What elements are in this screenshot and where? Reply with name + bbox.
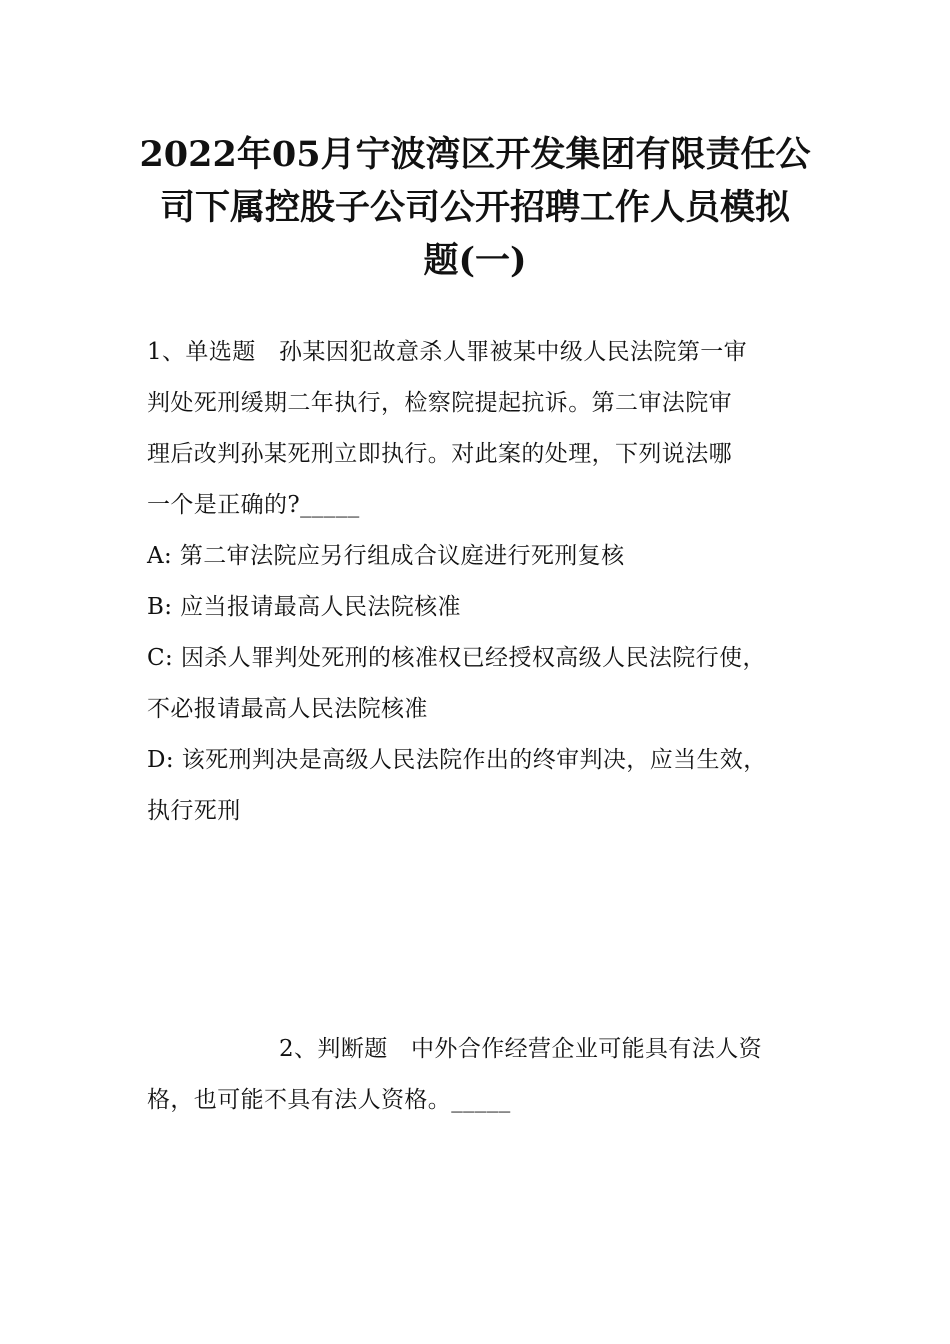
question-2-text-line: 2、判断题 中外合作经营企业可能具有法人资: [279, 1036, 763, 1062]
question-1-text-line: 理后改判孙某死刑立即执行。对此案的处理，下列说法哪: [147, 441, 732, 467]
question-2-text-line: 格，也可能不具有法人资格。_____: [147, 1087, 511, 1113]
option-d-continued: 执行死刑: [147, 798, 241, 824]
option-a: A: 第二审法院应另行组成合议庭进行死刑复核: [147, 543, 625, 569]
question-1-text-line: 判处死刑缓期二年执行，检察院提起抗诉。第二审法院审: [147, 390, 732, 416]
document-title: [120, 128, 830, 287]
title-line-2: 司下属控股子公司公开招聘工作人员模拟: [159, 187, 790, 228]
title-line-1: 2022年05月宁波湾区开发集团有限责任公: [139, 134, 811, 175]
title-line-3: 题(一): [423, 240, 527, 281]
option-d: D: 该死刑判决是高级人民法院作出的终审判决，应当生效，: [147, 747, 767, 773]
question-1-text-line: 一个是正确的?_____: [147, 492, 360, 518]
option-c-continued: 不必报请最高人民法院核准: [147, 696, 428, 722]
question-2: [147, 1024, 762, 1126]
option-c: C: 因杀人罪判处死刑的核准权已经授权高级人民法院行使，: [147, 645, 766, 671]
question-1: [147, 327, 767, 837]
question-1-text-line: 1、单选题 孙某因犯故意杀人罪被某中级人民法院第一审: [147, 339, 748, 365]
option-b: B: 应当报请最高人民法院核准: [147, 594, 461, 620]
